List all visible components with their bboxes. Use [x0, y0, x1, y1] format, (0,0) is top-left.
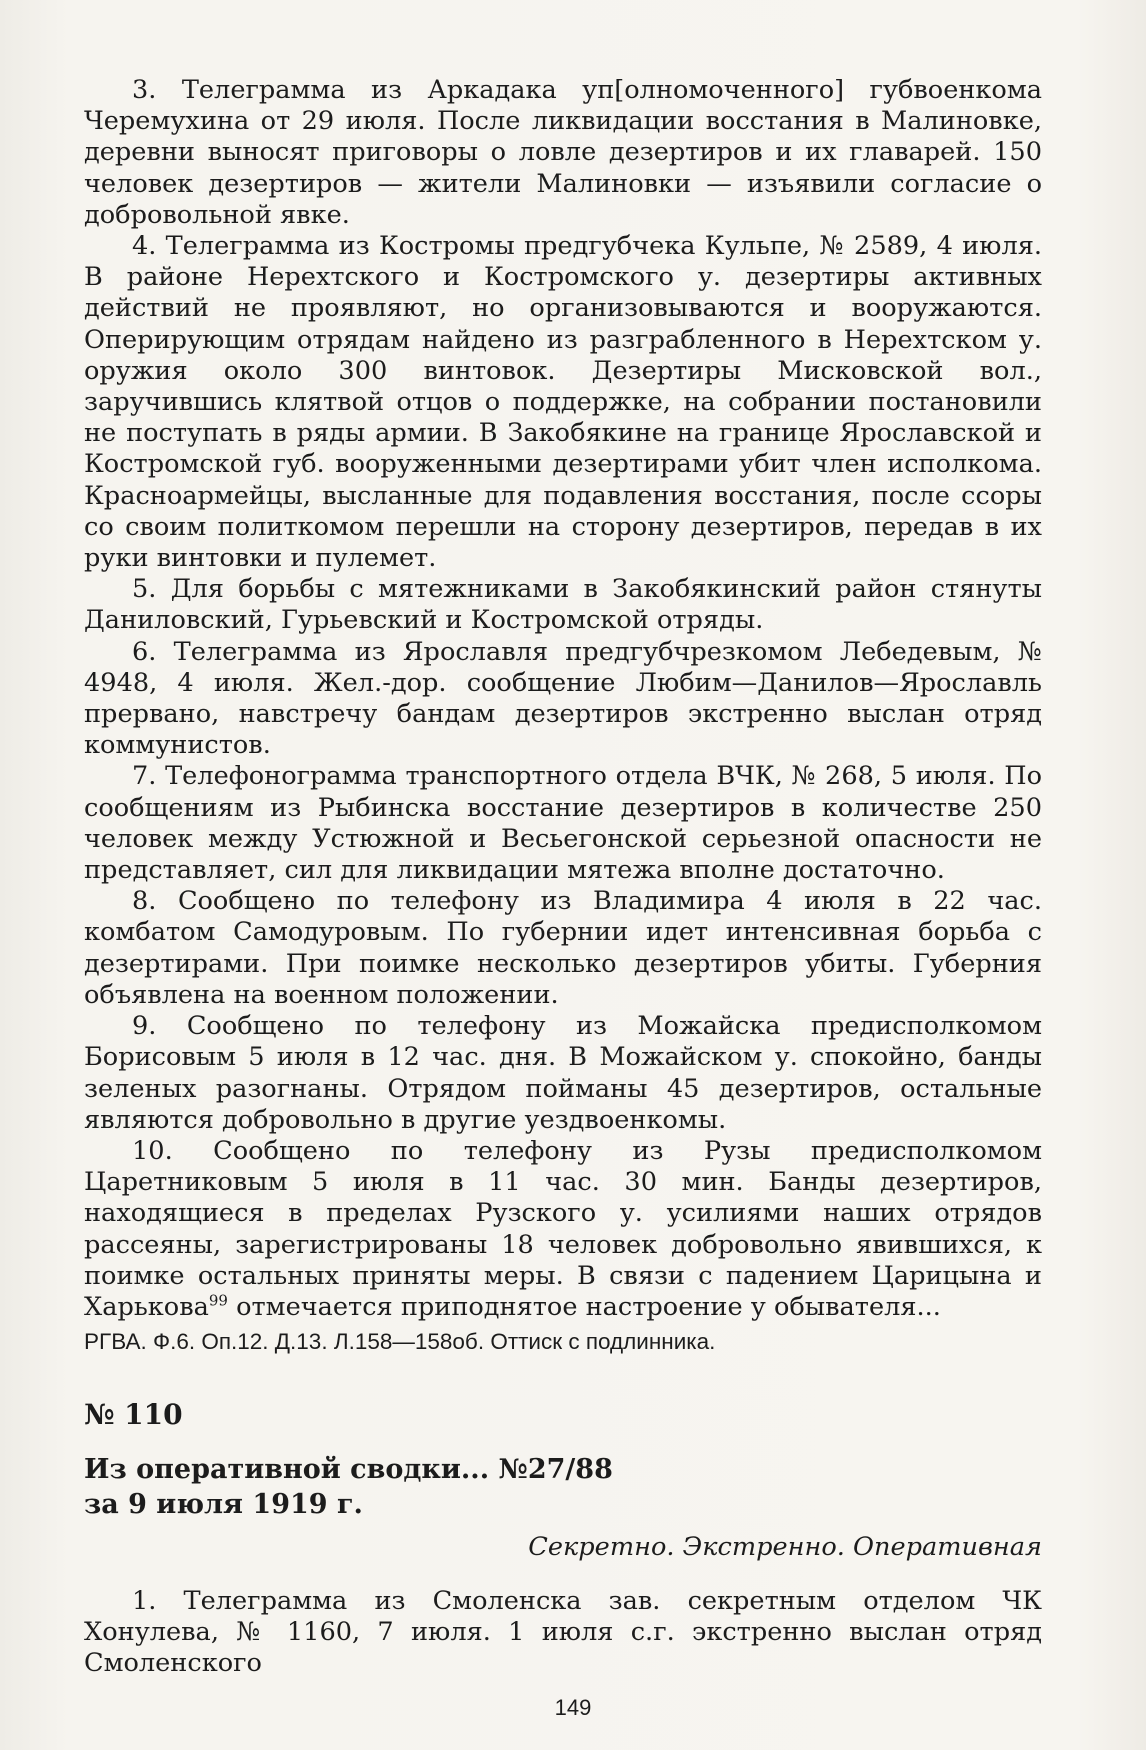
- paragraph-1: 1. Телеграмма из Смоленска зав. секретным отделом ЧК Хонулева, № 1160, 7 июля. 1 июля с.г. экстренно выслан отряд Смоленского: [84, 1586, 1042, 1679]
- archive-source: РГВА. Ф.6. Оп.12. Д.13. Л.158—158об. Оттиск с подлинника.: [84, 1329, 716, 1354]
- paragraph-10-tail: отмечается приподнятое настроение у обывателя...: [227, 1291, 941, 1322]
- page-number: 149: [554, 1695, 592, 1720]
- paragraph-6: 6. Телеграмма из Ярославля предгубчрезкомом Лебедевым, № 4948, 4 июля. Жел.-дор. сообщение Любим—Данилов—Ярославль прервано, навстречу бандам дезертиров экстренно выслан отряд коммунистов.: [84, 636, 1042, 761]
- classification-stamp: Секретно. Экстренно. Оперативная: [528, 1532, 1042, 1562]
- paragraph-9: 9. Сообщено по телефону из Можайска предисполкомом Борисовым 5 июля в 12 час. дня. В Можайском у. спокойно, банды зеленых разогнаны. Отрядом пойманы 45 дезертиров, остальные являются добровольно в другие уездвоенкомы.: [84, 1011, 1042, 1135]
- paragraph-3: 3. Телеграмма из Аркадака уп[олномоченного] губвоенкома Черемухина от 29 июля. После ликвидации восстания в Малиновке, деревни выносят приговоры о ловле дезертиров и их главарей. 150 человек дезертиров — жители Малиновки — изъявили согласие о добровольной явке.: [84, 75, 1042, 230]
- document-title-line-1: Из оперативной сводки... №27/88: [84, 1454, 613, 1485]
- paragraph-4: 4. Телеграмма из Костромы предгубчека Кульпе, № 2589, 4 июля. В районе Нерехтского и Костромского у. дезертиры активных действий не проявляют, но организовываются и вооружаются. Оперирующим отрядам найдено из разграбленного в Нерехтском у. оружия около 300 винтовок. Дезертиры Мисковской вол., заручившись клятвой отцов о поддержке, на собрании постановили не поступать в ряды армии. В Закобякине на границе Ярославской и Костромской губ. вооруженными дезертирами убит член исполкома. Красноармейцы, высланные для подавления восстания, после ссоры со своим политкомом перешли на сторону дезертиров, передав в их руки винтовки и пулемет.: [84, 231, 1042, 574]
- document-title: [84, 1452, 984, 1522]
- document-body: [84, 75, 1042, 1323]
- paragraph-10-text: 10. Сообщено по телефону из Рузы предисполкомом Царетниковым 5 июля в 11 час. 30 мин. Банды дезертиров, находящиеся в пределах Рузского у. усилиями наших отрядов рассеяны, зарегистрированы 18 человек добровольно явившихся, к поимке остальных приняты меры. В связи с падением Царицына и Харькова: [84, 1135, 1042, 1322]
- paragraph-10: [84, 1136, 1042, 1323]
- document-title-line-2: за 9 июля 1919 г.: [84, 1489, 363, 1520]
- paragraph-5: 5. Для борьбы с мятежниками в Закобякинский район стянуты Даниловский, Гурьевский и Костромской отряды.: [84, 574, 1042, 636]
- paragraph-8: 8. Сообщено по телефону из Владимира 4 июля в 22 час. комбатом Самодуровым. По губернии идет интенсивная борьба с дезертирами. При поимке несколько дезертиров убиты. Губерния объявлена на военном положении.: [84, 886, 1042, 1010]
- document-body-2: [84, 1586, 1042, 1680]
- footnote-ref: 99: [208, 1291, 228, 1310]
- paragraph-7: 7. Телефонограмма транспортного отдела ВЧК, № 268, 5 июля. По сообщениям из Рыбинска восстание дезертиров в количестве 250 человек между Устюжной и Весьегонской серьезной опасности не представляет, сил для ликвидации мятежа вполне достаточно.: [84, 761, 1042, 886]
- document-number: № 110: [84, 1398, 183, 1431]
